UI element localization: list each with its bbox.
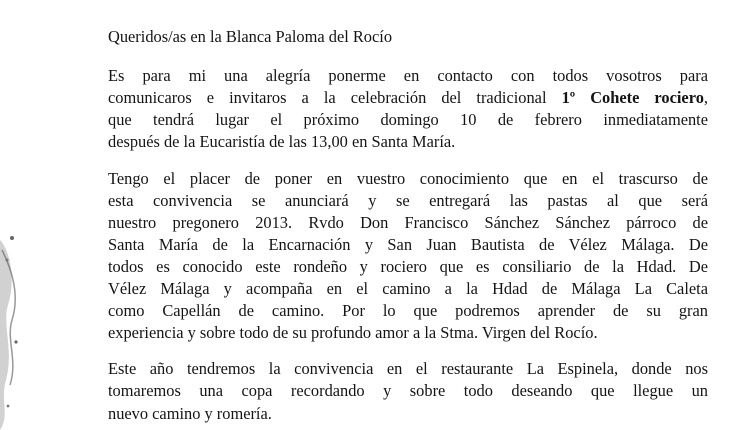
paragraph2-line6: Vélez Málaga y acompaña en el camino a la Hdad de Málaga La Caleta bbox=[108, 279, 708, 298]
paragraph2-line3: nuestro pregonero 2013. Rvdo Don Francisco Sánchez Sánchez párroco de bbox=[108, 213, 708, 232]
paragraph3-line3: nuevo camino y romería. bbox=[108, 404, 272, 423]
event-name-bold: 1º Cohete rociero bbox=[561, 88, 704, 107]
paragraph1-line4: después de la Eucaristía de las 13,00 en Santa María. bbox=[108, 132, 456, 151]
paragraph2-line7: como Capellán de camino. Por lo que podremos aprender de su gran bbox=[108, 301, 708, 320]
paragraph1-line2-end: , bbox=[703, 88, 708, 107]
paragraph1-line3: que tendrá lugar el próximo domingo 10 de febrero inmediatamente bbox=[108, 110, 708, 129]
paragraph3-line2: tomaremos una copa recordando y sobre todo deseando que llegue un bbox=[108, 381, 708, 400]
paragraph1-line2 bbox=[108, 88, 708, 108]
paragraph2-line1: Tengo el placer de poner en vuestro conocimiento que en el trascurso de bbox=[108, 169, 708, 188]
paragraph1-line2-start: comunicaros e invitaros a la celebración del tradicional bbox=[108, 88, 562, 107]
paragraph2-line8: experiencia y sobre todo de su profundo amor a la Stma. Virgen del Rocío. bbox=[108, 323, 598, 342]
paragraph2-line5: todos es conocido este rondeño y rociero que es consiliario de la Hdad. De bbox=[108, 257, 708, 276]
paragraph2-line2: esta convivencia se anunciará y se entregará las pastas al que será bbox=[108, 191, 708, 210]
greeting: Queridos/as en la Blanca Paloma del Rocío bbox=[108, 27, 393, 46]
paragraph3-line1: Este año tendremos la convivencia en el restaurante La Espinela, donde nos bbox=[108, 359, 708, 378]
scan-edge-artifact bbox=[0, 210, 40, 430]
paragraph1-line1: Es para mi una alegría ponerme en contacto con todos vosotros para bbox=[108, 66, 708, 85]
paragraph2-line4: Santa María de la Encarnación y San Juan Bautista de Vélez Málaga. De bbox=[108, 235, 708, 254]
